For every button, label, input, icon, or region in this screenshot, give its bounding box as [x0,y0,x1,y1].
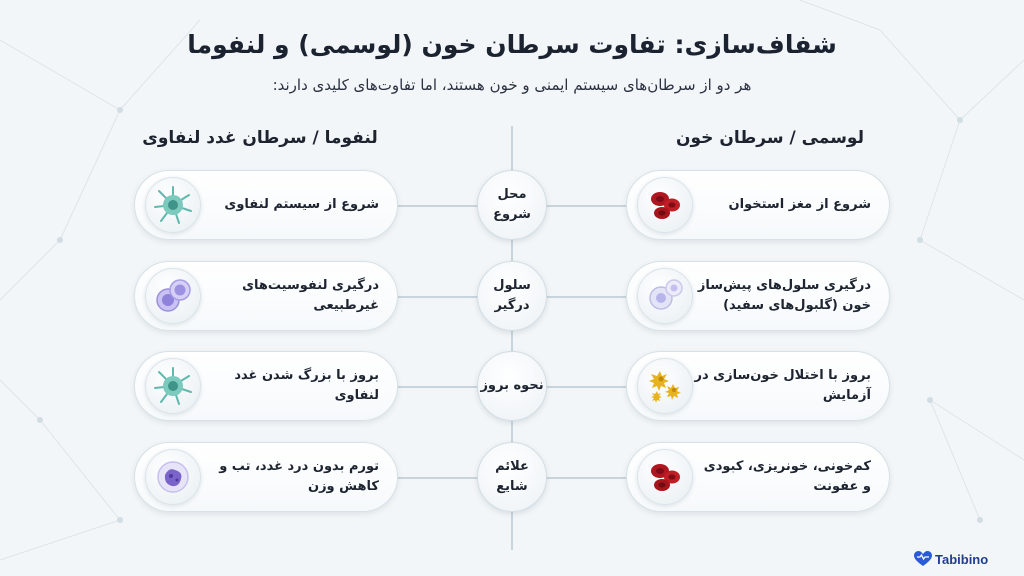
lymph-cell-icon [145,177,201,233]
criterion-symptoms: علائم شایع [477,442,547,512]
red-blood-cells-icon [637,177,693,233]
white-blood-cells-icon [637,268,693,324]
column-heading-leukemia: لوسمی / سرطان خون [676,128,864,148]
card-text: شروع از مغز استخوان [728,196,871,212]
card-text: درگیری سلول‌های پیش‌ساز خون (گلبول‌های سفید) [697,277,871,313]
column-heading-lymphoma: لنفوما / سرطان غدد لنفاوی [142,128,378,148]
card-text: بروز با اختلال خون‌سازی در آزمایش [694,367,871,403]
lymphoma-card-origin [134,170,398,240]
brand-logo [914,548,988,570]
card-text: بروز با بزرگ شدن غدد لنفاوی [234,367,379,403]
lymphocytes-icon [145,268,201,324]
platelets-icon [637,358,693,414]
abnormal-cell-icon [145,449,201,505]
lymph-cell-icon [145,358,201,414]
criterion-origin: محل شروع [477,170,547,240]
page-title: شفاف‌سازی: تفاوت سرطان خون (لوسمی) و لنفوما [187,30,837,59]
red-blood-cells-icon [637,449,693,505]
criterion-onset: نحوه بروز [477,351,547,421]
leukemia-card-symptoms [626,442,890,512]
criterion-cell: سلول درگیر [477,261,547,331]
card-text: درگیری لنفوسیت‌های غیرطبیعی [242,277,379,313]
page-subtitle: هر دو از سرطان‌های سیستم ایمنی و خون هستند، اما تفاوت‌های کلیدی دارند: [272,76,752,94]
leukemia-card-origin [626,170,890,240]
lymphoma-card-cell [134,261,398,331]
leukemia-card-cell [626,261,890,331]
card-text: کم‌خونی، خونریزی، کبودی و عفونت [703,458,871,494]
card-text: شروع از سیستم لنفاوی [224,196,379,212]
heart-logo-icon [914,551,932,567]
lymphoma-card-onset [134,351,398,421]
lymphoma-card-symptoms [134,442,398,512]
logo-text: Tabibino [935,551,989,567]
leukemia-card-onset [626,351,890,421]
card-text: تورم بدون درد غدد، تب و کاهش وزن [219,458,379,494]
